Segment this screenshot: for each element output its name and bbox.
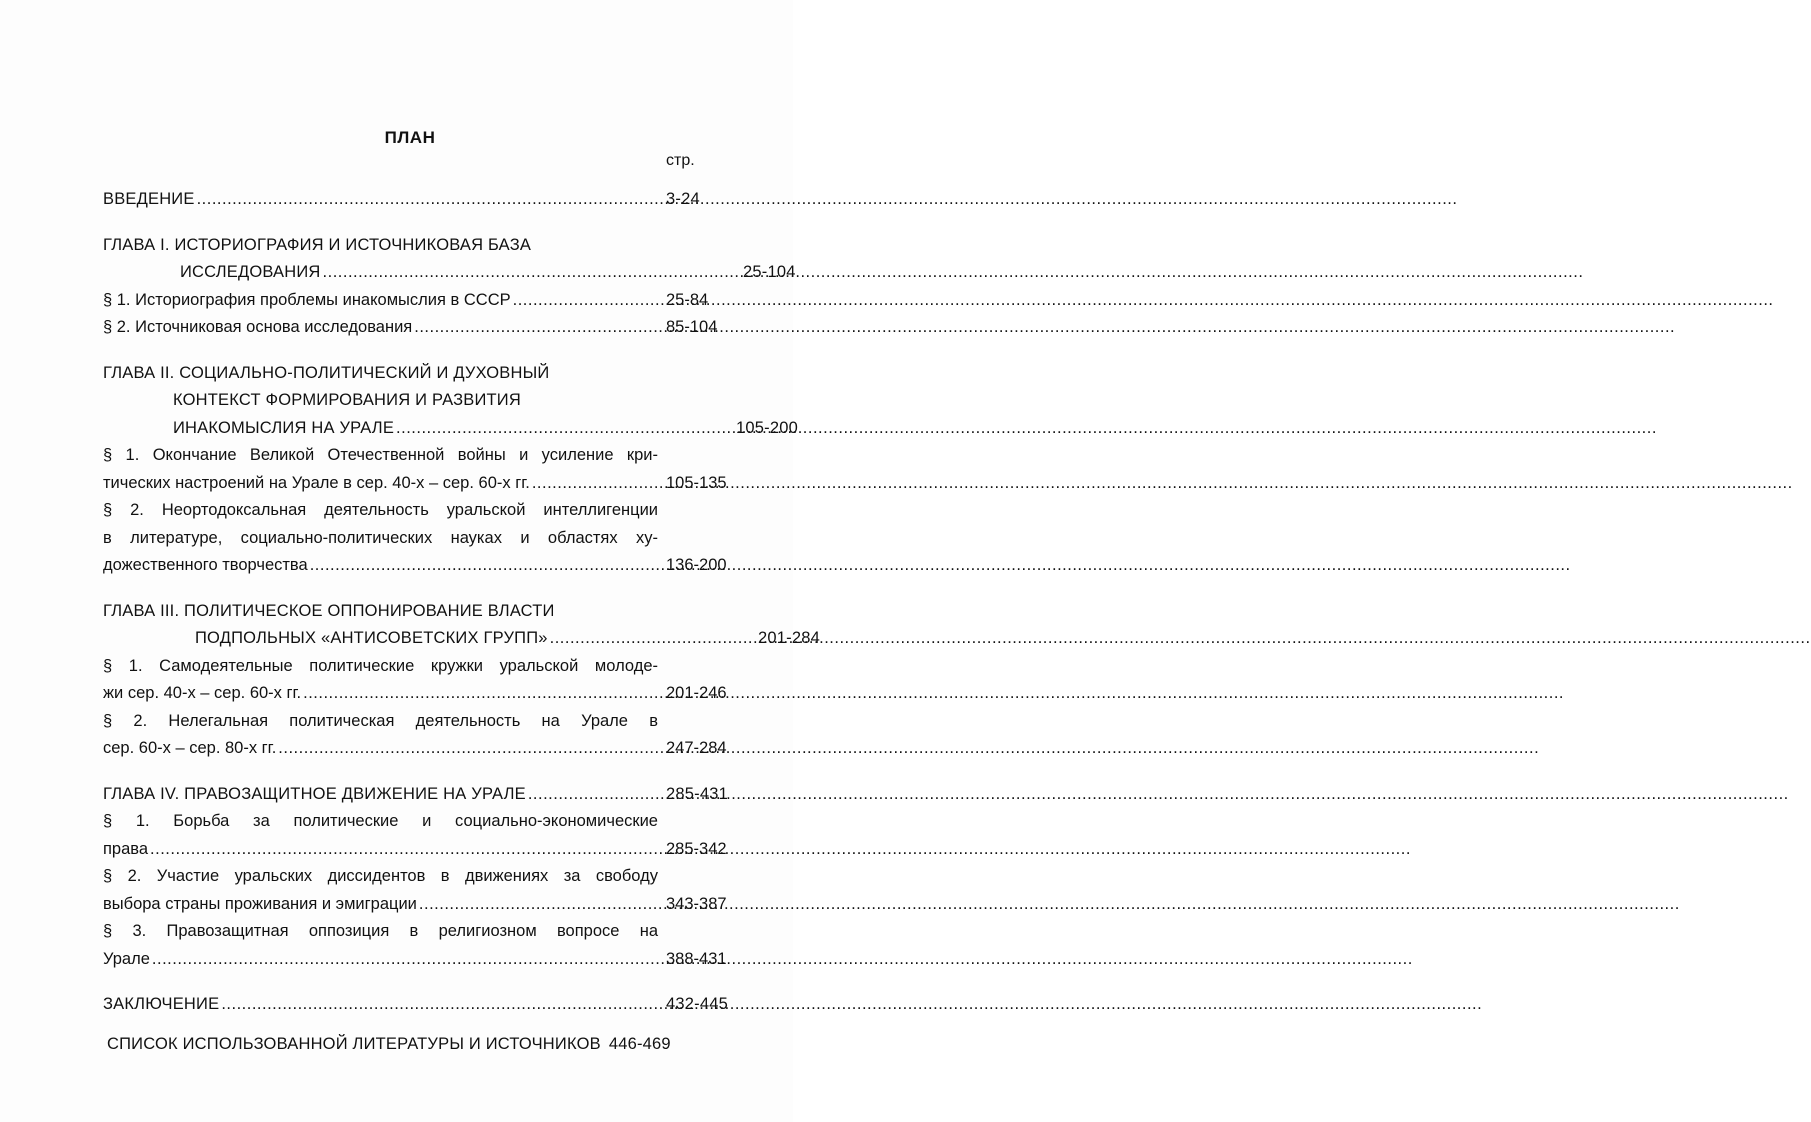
leader-dots — [303, 680, 656, 708]
toc-section-1-1: § 1. Историография проблемы инакомыслия в СССР ..... 25-84 — [103, 287, 736, 315]
toc-section-3-1: § 1. Самодеятельные политические кружки уральской молоде- жи сер. 40-х – сер. 60-х гг. ..... 201-246 — [103, 653, 736, 708]
leader-dots — [532, 470, 656, 498]
toc-chapter-heading-line: ИССЛЕДОВАНИЯ ..... 25-104 — [103, 259, 813, 287]
page-title: ПЛАН — [384, 128, 436, 147]
document-page — [0, 0, 820, 1122]
toc-entry-introduction — [103, 186, 736, 214]
leader-dots — [323, 259, 733, 287]
toc-entry-pages: 343-387 — [666, 894, 727, 913]
toc-section-4-3: § 3. Правозащитная оппозиция в религиозном вопросе на Урале ..... 388-431 — [103, 918, 736, 973]
toc-entry-pages: 388-431 — [666, 949, 727, 968]
toc-entry-bibliography: СПИСОК ИСПОЛЬЗОВАННОЙ ЛИТЕРАТУРЫ И ИСТОЧНИКОВ 446-469 — [103, 1031, 736, 1059]
leader-dots — [310, 552, 656, 580]
toc-section-2-2: § 2. Неортодоксальная деятельность уральской интеллигенции в литературе, социально-политических науках и областях ху- дожественного творчества ..... 136-200 — [103, 497, 736, 580]
leader-dots — [197, 186, 656, 214]
toc-entry-pages: 247-284 — [666, 739, 727, 757]
leader-dots — [528, 781, 656, 809]
toc-entry-pages: 285-431 — [666, 784, 728, 803]
toc-chapter-2: ГЛАВА II. СОЦИАЛЬНО-ПОЛИТИЧЕСКИЙ И ДУХОВНЫЙ КОНТЕКСТ ФОРМИРОВАНИЯ И РАЗВИТИЯ ИНАКОМЫСЛИЯ НА УРАЛЕ ..... 105-200 — [103, 360, 736, 443]
toc-entry-text: ВВЕДЕНИЕ — [103, 190, 195, 208]
toc-chapter-1 — [103, 232, 796, 287]
leader-dots — [513, 287, 656, 315]
toc-entry-pages: 201-284 — [758, 629, 820, 647]
toc-section-1-2: § 2. Источниковая основа исследования ..... 85-104 — [103, 314, 736, 342]
toc-chapter-3: ГЛАВА III. ПОЛИТИЧЕСКОЕ ОППОНИРОВАНИЕ ВЛАСТИ ПОДПОЛЬНЫХ «АНТИСОВЕТСКИХ ГРУПП» ..... 201-284 — [103, 598, 736, 653]
leader-dots — [419, 891, 656, 919]
toc-entry-pages: 105-200 — [736, 418, 798, 437]
leader-dots — [278, 735, 656, 763]
toc-entry-pages: 3-24 — [666, 190, 700, 208]
leader-dots — [396, 415, 726, 443]
toc-section-4-2: § 2. Участие уральских диссидентов в движениях за свободу выбора страны проживания и эмиграции ..... 343-387 — [103, 863, 736, 918]
toc-entry-conclusion: ЗАКЛЮЧЕНИЕ ..... 432-445 — [103, 991, 736, 1019]
toc-entry-pages: 446-469 — [608, 1034, 671, 1053]
toc-section-3-2: § 2. Нелегальная политическая деятельность на Урале в сер. 60-х – сер. 80-х гг. ..... 247-284 — [103, 708, 736, 763]
toc-entry-pages: 85-104 — [666, 318, 718, 336]
toc-entry-pages: 25-84 — [666, 290, 709, 309]
toc-chapter-heading-line: ГЛАВА I. ИСТОРИОГРАФИЯ И ИСТОЧНИКОВАЯ БАЗА — [103, 235, 532, 254]
leader-dots — [221, 991, 656, 1019]
leader-dots — [150, 836, 656, 864]
toc-entry-pages: 25-104 — [743, 263, 796, 281]
toc-entry-pages: 201-246 — [666, 684, 727, 702]
leader-dots — [152, 946, 656, 974]
pages-column-label: стр. — [666, 152, 695, 169]
leader-dots — [550, 625, 748, 653]
toc-entry-pages: 432-445 — [666, 995, 728, 1013]
leader-dots — [414, 314, 656, 342]
toc-entry-pages: 105-135 — [666, 473, 727, 492]
toc-section-2-1: § 1. Окончание Великой Отечественной войны и усиление кри- тических настроений на Урале в сер. 40-х – сер. 60-х гг. ..... 105-135 — [103, 442, 736, 497]
toc-entry-pages: 136-200 — [666, 556, 727, 574]
toc-section-4-1: § 1. Борьба за политические и социально-экономические права ..... 285-342 — [103, 808, 736, 863]
table-of-contents — [103, 186, 820, 1058]
toc-chapter-4: ГЛАВА IV. ПРАВОЗАЩИТНОЕ ДВИЖЕНИЕ НА УРАЛЕ ..... 285-431 — [103, 781, 736, 809]
toc-entry-pages: 285-342 — [666, 839, 727, 858]
